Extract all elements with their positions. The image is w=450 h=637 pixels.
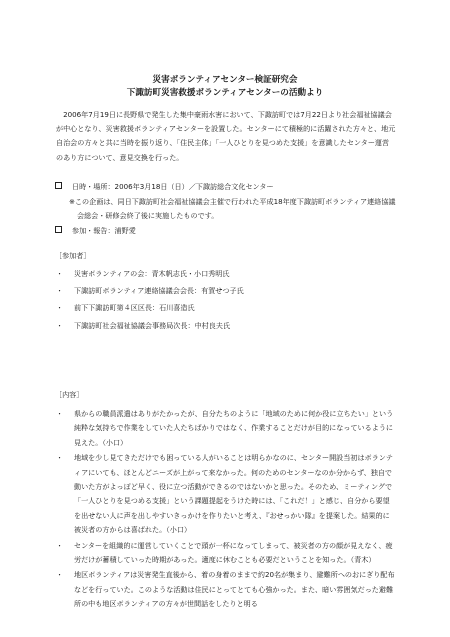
event-info xyxy=(55,180,400,238)
list-item: ・ センターを組織的に運営していくことで頭が一杯になってしまって、被災者の方の顔が見えなく、疲労だけが蓄積していった時期があった。適度に休むことも必要だということを知った。（青木） xyxy=(56,539,396,568)
list-item: ・ 前下下諏訪町第４区区長：石川喜造氏 xyxy=(56,299,396,316)
content-heading: ［内容］ xyxy=(55,390,84,399)
list-item: ・ 下諏訪町社会福祉協議会事務局次長：中村良夫氏 xyxy=(56,317,396,334)
intro-section xyxy=(56,108,396,165)
content-list xyxy=(56,407,396,613)
list-item: ・ 県からの職員派遣はありがたかったが、自分たちのように「地域のために何か役に立ちたい」という純粋な気持ちで作業をしていた人たちばかりではなく、作業することだけが目的になっているように見えた。（小口） xyxy=(56,407,396,450)
list-item: ・ 地区ボランティアは災害発生直後から、着の身着のままで約20名が集まり、避難所へのおにぎり配布などを行っていた。このような活動は住民にとってとても心強かった。また、暗い雰囲気だった避難所の中も地区ボランティアの方々が世間話をしたりと明る xyxy=(56,568,396,611)
participants-list xyxy=(56,265,396,334)
participants-heading: ［参加者］ xyxy=(55,251,91,260)
checkbox-square-icon xyxy=(55,226,62,233)
datetime-text: 日時・場所：2006年3月18日（日）／下諏訪総合文化センター xyxy=(72,182,274,191)
document-subtitle: 下諏訪町災害救援ボランティアセンターの活動より xyxy=(126,88,324,98)
participants-report-row xyxy=(55,224,400,239)
list-item: ・ 地域を少し見てきただけでも困っている人がいることは明らかなのに、センター開設当初はボランティアにいても、ほとんどニーズが上がって来なかった。何のためのセンターなのか分からず、独自で動いた方がよっぽど早く、役に立つ活動ができるのではないかと思った。そのため、ミーティングで「一人ひとりを見つめる支援」という課題提起をうけた時には、「これだ！」と感じ、自分から要望を出せない人に声を出しやすいきっかけを作りたいと考え、『おせっかい隊』を提案した。結果的に被災者の方からは喜ばれた。（小口） xyxy=(56,451,396,537)
participants-report-text: 参加・報告：浦野愛 xyxy=(72,225,136,235)
checkbox-square-icon xyxy=(55,182,62,189)
intro-paragraph: 2006年7月19日に長野県で発生した集中豪雨水害において、下諏訪町では7月22日より社会福祉協議会が中心となり、災害救援ボランティアセンターを設置した。センターにて積極的に活躍された方々と、地元自治会の方々と共に当時を振り返り、「住民主体」「一人ひとりを見つめた支援」を意識したセンター運営のあり方について、意見交換を行った。 xyxy=(56,110,396,162)
list-item: ・ 下諏訪町ボランティア連絡協議会会長：有賀せつ子氏 xyxy=(56,282,396,299)
event-note: ※この企画は、同日下諏訪町社会福祉協議会主催で行われた平成18年度下諏訪町ボランティア連絡協議会総会・研修会終了後に実施したものです。 xyxy=(69,196,396,221)
list-item: ・ 災害ボランティアの会：青木帆志氏・小口秀明氏 xyxy=(56,265,396,282)
datetime-row xyxy=(55,180,400,195)
document-title: 災害ボランティアセンター検証研究会 xyxy=(152,75,298,85)
